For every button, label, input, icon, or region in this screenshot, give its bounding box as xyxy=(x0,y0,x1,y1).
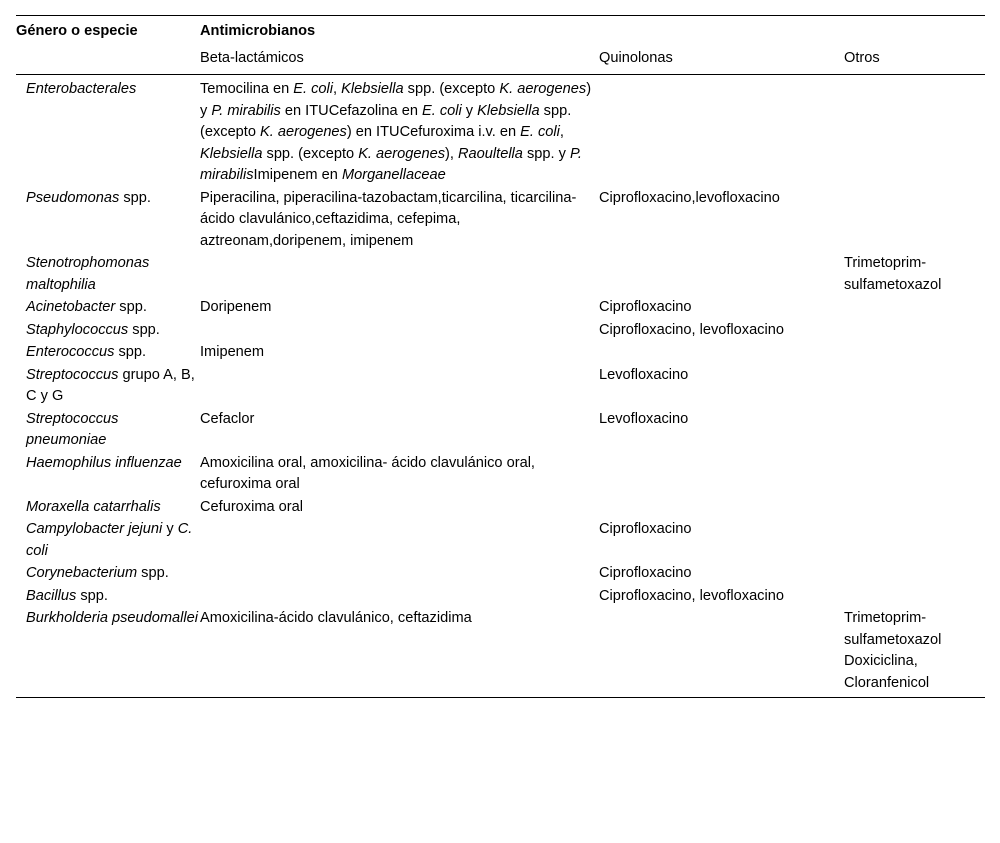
table-row xyxy=(16,518,985,562)
text: spp. xyxy=(76,587,108,604)
organism-cell xyxy=(16,187,200,253)
beta-lactams-cell xyxy=(200,408,599,452)
header-antimicrobials: Antimicrobianos xyxy=(200,16,985,46)
text: spp. xyxy=(119,189,151,206)
others-cell xyxy=(844,562,985,585)
beta-lactams-cell xyxy=(200,452,599,496)
quinolones-cell xyxy=(599,187,844,253)
text: Temocilina en xyxy=(200,81,294,97)
table-row xyxy=(16,452,985,496)
quinolones-cell xyxy=(599,319,844,342)
italic-text: Raoultella xyxy=(458,145,523,162)
quinolones-cell xyxy=(599,75,844,187)
table-row xyxy=(16,408,985,452)
organism-cell xyxy=(16,518,200,562)
italic-text: E. coli xyxy=(422,102,462,119)
quinolones-cell xyxy=(599,585,844,608)
text: Amoxicilina oral, amoxicilina- ácido clavulánico oral, cefuroxima oral xyxy=(200,454,535,492)
italic-text: Klebsiella xyxy=(200,145,263,162)
others-cell xyxy=(844,252,985,296)
beta-lactams-cell xyxy=(200,364,599,408)
organism-cell xyxy=(16,364,200,408)
italic-text: Stenotrophomonas maltophilia xyxy=(26,255,150,293)
beta-lactams-cell xyxy=(200,252,599,296)
italic-text: Corynebacterium xyxy=(26,565,138,581)
others-cell xyxy=(844,518,985,562)
quinolones-cell xyxy=(599,296,844,319)
beta-lactams-cell xyxy=(200,319,599,342)
organism-cell xyxy=(16,496,200,519)
others-cell xyxy=(844,452,985,496)
organism-cell xyxy=(16,341,200,364)
quinolones-cell xyxy=(599,408,844,452)
beta-lactams-cell xyxy=(200,187,599,253)
beta-lactams-cell xyxy=(200,562,599,585)
organism-cell xyxy=(16,585,200,608)
organism-cell xyxy=(16,607,200,698)
beta-lactams-cell xyxy=(200,518,599,562)
italic-text: E. coli xyxy=(520,124,560,140)
italic-text: Streptococcus pneumoniae xyxy=(26,410,119,448)
others-cell xyxy=(844,319,985,342)
italic-text: Bacillus xyxy=(26,587,77,604)
italic-text: Haemophilus influenzae xyxy=(26,454,182,471)
table-row xyxy=(16,319,985,342)
text: Ciprofloxacino xyxy=(599,299,692,315)
text: y xyxy=(162,521,178,537)
text: Cefaclor xyxy=(200,410,255,427)
quinolones-cell xyxy=(599,562,844,585)
table-row xyxy=(16,496,985,519)
italic-text: Klebsiella xyxy=(341,81,404,97)
italic-text: Enterobacterales xyxy=(26,81,137,97)
others-cell xyxy=(844,341,985,364)
text: spp. xyxy=(137,565,169,581)
table-row xyxy=(16,252,985,296)
italic-text: Moraxella catarrhalis xyxy=(26,498,161,515)
text: Trimetoprim-sulfametoxazol xyxy=(844,255,942,293)
others-cell xyxy=(844,585,985,608)
text: Amoxicilina-ácido clavulánico, ceftazidima xyxy=(200,610,472,626)
table-row xyxy=(16,75,985,187)
text: Levofloxacino xyxy=(599,366,689,383)
table-row xyxy=(16,296,985,319)
text: ), xyxy=(445,145,459,162)
text: spp. xyxy=(114,344,147,360)
text: Ciprofloxacino xyxy=(599,565,692,581)
subheader-quinolones: Quinolonas xyxy=(599,46,844,75)
antimicrobial-table xyxy=(16,15,985,698)
table-row xyxy=(16,364,985,408)
text: Imipenem xyxy=(200,344,265,360)
italic-text: C. coli xyxy=(26,521,193,559)
italic-text: Campylobacter jejuni xyxy=(26,521,163,537)
beta-lactams-cell xyxy=(200,341,599,364)
italic-text: K. aerogenes xyxy=(358,145,446,162)
table-row xyxy=(16,187,985,253)
text: Piperacilina, piperacilina-tazobactam,ticarcilina, ticarcilina-ácido clavulánico,ceftazidima, cefepima, aztreonam,doripenem, imipenem xyxy=(200,189,577,249)
table-row xyxy=(16,585,985,608)
text: ) y xyxy=(200,81,592,119)
italic-text: Staphylococcus xyxy=(26,321,129,338)
table-body xyxy=(16,75,985,698)
others-cell xyxy=(844,75,985,187)
subheader-beta-lactams: Beta-lactámicos xyxy=(200,46,599,75)
text: , xyxy=(333,81,342,97)
beta-lactams-cell xyxy=(200,75,599,187)
others-cell xyxy=(844,607,985,698)
italic-text: E. coli xyxy=(293,81,334,97)
organism-cell xyxy=(16,252,200,296)
quinolones-cell xyxy=(599,496,844,519)
quinolones-cell xyxy=(599,364,844,408)
italic-text: Acinetobacter xyxy=(26,299,116,315)
italic-text: Enterococcus xyxy=(26,344,115,360)
beta-lactams-cell xyxy=(200,296,599,319)
header-genus-species: Género o especie xyxy=(16,16,200,46)
italic-text: Morganellaceae xyxy=(341,167,446,183)
others-cell xyxy=(844,364,985,408)
italic-text: Klebsiella xyxy=(477,102,540,119)
italic-text: P. mirabilis xyxy=(200,145,582,183)
others-cell xyxy=(844,408,985,452)
organism-cell xyxy=(16,319,200,342)
table-row xyxy=(16,607,985,698)
beta-lactams-cell xyxy=(200,496,599,519)
quinolones-cell xyxy=(599,452,844,496)
organism-cell xyxy=(16,296,200,319)
text: , xyxy=(559,124,564,140)
text: Ciprofloxacino, levofloxacino xyxy=(599,321,784,338)
italic-text: K. aerogenes xyxy=(260,124,347,140)
text: y xyxy=(461,102,478,119)
text: spp. (excepto xyxy=(200,102,572,140)
others-cell xyxy=(844,296,985,319)
quinolones-cell xyxy=(599,252,844,296)
text: Cefuroxima oral xyxy=(200,498,304,515)
organism-cell xyxy=(16,408,200,452)
text: Levofloxacino xyxy=(599,410,689,427)
text: spp. (excepto xyxy=(403,81,500,97)
organism-cell xyxy=(16,562,200,585)
others-cell xyxy=(844,496,985,519)
italic-text: P. mirabilis xyxy=(211,102,281,119)
text: Trimetoprim-sulfametoxazol Doxiciclina, Cloranfenicol xyxy=(844,610,942,691)
quinolones-cell xyxy=(599,518,844,562)
text: Doripenem xyxy=(200,299,272,315)
text: spp. xyxy=(128,321,160,338)
italic-text: K. aerogenes xyxy=(499,81,587,97)
italic-text: Streptococcus xyxy=(26,366,119,383)
table-row xyxy=(16,562,985,585)
text: Ciprofloxacino xyxy=(599,521,692,537)
text: spp. y xyxy=(522,145,570,162)
text: spp. xyxy=(115,299,147,315)
text: en ITUCefazolina en xyxy=(280,102,422,119)
text: grupo A, B, C y G xyxy=(26,366,195,404)
organism-cell xyxy=(16,452,200,496)
beta-lactams-cell xyxy=(200,607,599,698)
text: ) en ITUCefuroxima i.v. en xyxy=(346,124,521,140)
quinolones-cell xyxy=(599,607,844,698)
text: Imipenem en xyxy=(253,167,342,183)
text: Ciprofloxacino,levofloxacino xyxy=(599,189,780,206)
text: spp. (excepto xyxy=(262,145,359,162)
italic-text: Burkholderia pseudomallei xyxy=(26,610,198,626)
table-row xyxy=(16,341,985,364)
quinolones-cell xyxy=(599,341,844,364)
beta-lactams-cell xyxy=(200,585,599,608)
organism-cell xyxy=(16,75,200,187)
italic-text: Pseudomonas xyxy=(26,189,120,206)
subheader-others: Otros xyxy=(844,46,985,75)
others-cell xyxy=(844,187,985,253)
text: Ciprofloxacino, levofloxacino xyxy=(599,587,784,604)
